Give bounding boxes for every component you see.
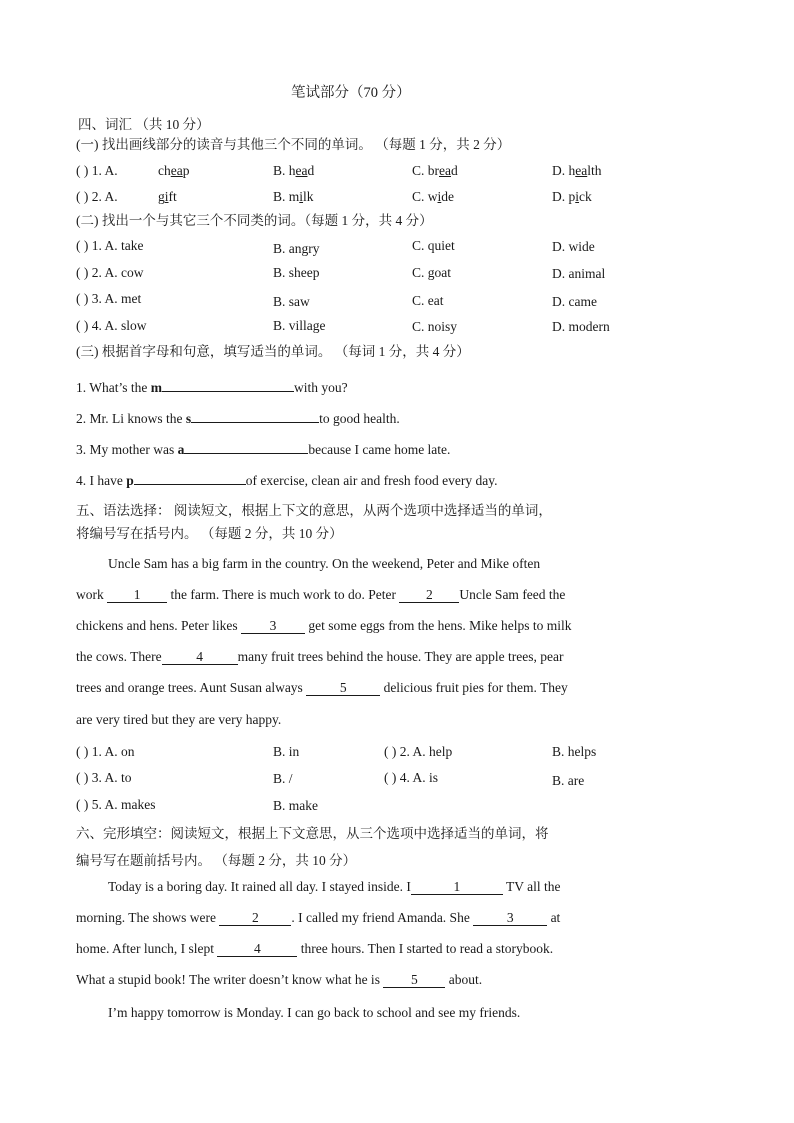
- grammar-option: ( ) 5. A. makes: [76, 797, 156, 812]
- answer-blank[interactable]: [162, 376, 294, 392]
- passage-line: Uncle Sam has a big farm in the country. On the weekend, Peter and Mike often: [108, 556, 541, 571]
- passage-line: home. After lunch, I slept 4 three hours. Then I started to read a storybook.: [76, 941, 554, 956]
- grammar-option-b: B. in: [273, 744, 300, 759]
- grammar-option-b: B. make: [273, 798, 318, 813]
- option-c: C. goat: [412, 265, 451, 280]
- part-3-heading: (三) 根据首字母和句意，填写适当的单词。 （每词 1 分，共 4 分）: [76, 344, 470, 359]
- part-2-heading: (二) 找出一个与其它三个不同类的词。（每题 1 分，共 4 分）: [76, 213, 433, 228]
- option-d: D. came: [552, 294, 597, 309]
- option-b: B. angry: [273, 241, 320, 256]
- option-c: C. quiet: [412, 238, 455, 253]
- option-c: C. noisy: [412, 319, 458, 334]
- answer-blank[interactable]: [191, 407, 319, 423]
- passage-line: are very tired but they are very happy.: [76, 712, 282, 727]
- answer-blank[interactable]: 5: [306, 680, 380, 696]
- passage-line: morning. The shows were 2 . I called my friend Amanda. She 3 at: [76, 910, 561, 925]
- option-b: B. milk: [273, 189, 314, 204]
- answer-blank[interactable]: 3: [241, 618, 305, 634]
- passage-line: I’m happy tomorrow is Monday. I can go back to school and see my friends.: [108, 1005, 521, 1020]
- answer-blank[interactable]: 4: [217, 941, 297, 957]
- option-d: D. pick: [552, 189, 592, 204]
- option-d: D. animal: [552, 266, 606, 281]
- answer-blank[interactable]: 3: [473, 910, 547, 926]
- option-a: cheap: [158, 163, 190, 178]
- answer-blank[interactable]: 2: [219, 910, 291, 926]
- grammar-option-b: B. are: [552, 773, 585, 788]
- grammar-option: ( ) 3. A. to: [76, 770, 132, 785]
- option-b: B. sheep: [273, 265, 320, 280]
- fill-item: 4. I have p of exercise, clean air and fresh food every day.: [76, 469, 498, 490]
- fill-item: 3. My mother was a because I came home late.: [76, 438, 450, 459]
- item-number: ( ) 2. A. cow: [76, 265, 144, 280]
- grammar-option-b: B. /: [273, 771, 293, 786]
- option-c: C. bread: [412, 163, 458, 178]
- option-c: C. eat: [412, 293, 444, 308]
- section-5-heading-cont: 将编号写在括号内。 （每题 2 分，共 10 分）: [76, 526, 343, 541]
- option-b: B. head: [273, 163, 315, 178]
- grammar-option: ( ) 4. A. is: [384, 770, 438, 785]
- answer-blank[interactable]: 1: [107, 587, 167, 603]
- section-4-heading: 四、词汇 （共 10 分）: [78, 117, 210, 132]
- section-6-heading-cont: 编号写在题前括号内。 （每题 2 分，共 10 分）: [76, 853, 357, 868]
- fill-item: 1. What’s the m with you?: [76, 376, 348, 397]
- item-number: ( ) 4. A. slow: [76, 318, 147, 333]
- grammar-option: ( ) 2. A. help: [384, 744, 453, 759]
- answer-blank[interactable]: 5: [383, 972, 445, 988]
- grammar-option: ( ) 1. A. on: [76, 744, 135, 759]
- passage-line: the cows. There 4 many fruit trees behind the house. They are apple trees, pear: [76, 649, 564, 664]
- option-a: gift: [158, 189, 177, 204]
- answer-blank[interactable]: 2: [399, 587, 459, 603]
- section-5-heading: 五、语法选择： 阅读短文，根据上下文的意思，从两个选项中选择适当的单词，: [76, 503, 552, 518]
- answer-blank[interactable]: [134, 469, 246, 485]
- passage-line: chickens and hens. Peter likes 3 get some eggs from the hens. Mike helps to milk: [76, 618, 572, 633]
- option-d: D. modern: [552, 319, 610, 334]
- option-b: B. saw: [273, 294, 310, 309]
- grammar-option-b: B. helps: [552, 744, 597, 759]
- item-number: ( ) 1. A. take: [76, 238, 144, 253]
- passage-line: trees and orange trees. Aunt Susan always 5 delicious fruit pies for them. They: [76, 680, 568, 695]
- answer-blank[interactable]: 1: [411, 879, 503, 895]
- item-number: ( ) 2. A.: [76, 189, 118, 204]
- part-1-heading: (一) 找出画线部分的读音与其他三个不同的单词。 （每题 1 分，共 2 分）: [76, 137, 511, 152]
- answer-blank[interactable]: [184, 438, 308, 454]
- option-c: C. wide: [412, 189, 455, 204]
- option-b: B. village: [273, 318, 326, 333]
- fill-item: 2. Mr. Li knows the s to good health.: [76, 407, 400, 428]
- item-number: ( ) 1. A.: [76, 163, 118, 178]
- section-6-heading: 六、完形填空：阅读短文，根据上下文意思，从三个选项中选择适当的单词，将: [76, 826, 549, 841]
- passage-line: Today is a boring day. It rained all day. I stayed inside. I 1 TV all the: [108, 879, 561, 894]
- page-title: 笔试部分（70 分）: [291, 85, 411, 101]
- passage-line: What a stupid book! The writer doesn’t know what he is 5 about.: [76, 972, 483, 987]
- answer-blank[interactable]: 4: [162, 649, 238, 665]
- option-d: D. health: [552, 163, 602, 178]
- passage-line: work 1 the farm. There is much work to do. Peter 2 Uncle Sam feed the: [76, 587, 566, 602]
- item-number: ( ) 3. A. met: [76, 291, 142, 306]
- option-d: D. wide: [552, 239, 595, 254]
